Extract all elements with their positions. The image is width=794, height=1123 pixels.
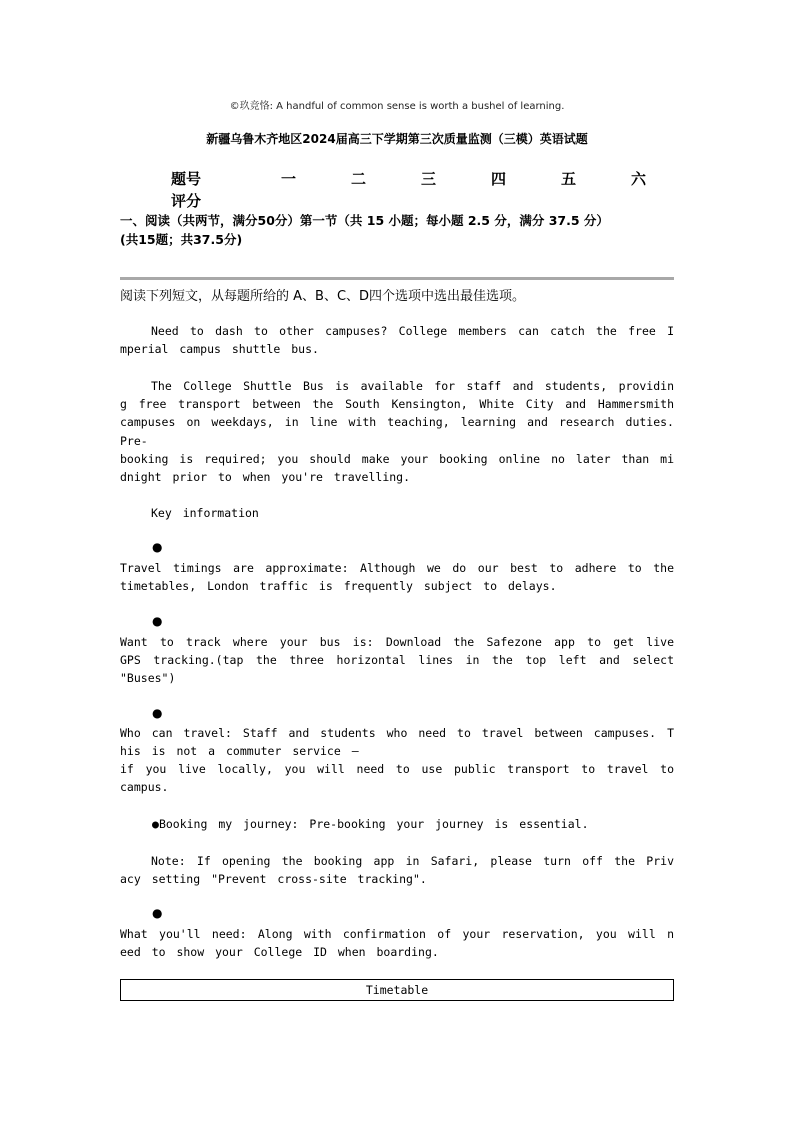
bullet-icon: ●	[152, 614, 163, 628]
key-information-heading: Key information	[151, 506, 259, 520]
score-table-score-row	[171, 190, 671, 210]
info-item-what-you-need: What you'll need: Along with confirmation of your reservation, you will need to show your College ID when boarding.	[120, 927, 674, 960]
booking-note: Note: If opening the booking app in Safari, please turn off the Privacy setting "Prevent cross-site tracking".	[120, 854, 674, 887]
section-heading	[120, 211, 680, 249]
info-item-who-can-travel-b: if you live locally, you will need to use public transport to travel to campus.	[120, 762, 674, 795]
score-table-col-1: 一	[281, 170, 297, 188]
score-table-col-2: 二	[351, 170, 367, 188]
bullet-icon: ●	[152, 817, 159, 831]
info-item-booking	[152, 815, 674, 833]
section-divider	[120, 277, 674, 280]
bullet-icon: ●	[152, 706, 163, 720]
score-table-col-5: 五	[561, 170, 577, 188]
info-item-booking-text: Booking my journey: Pre-booking your journey is essential.	[158, 817, 589, 831]
score-table-col-6: 六	[631, 170, 647, 188]
passage-paragraph-2b: booking is required; you should make your booking online no later than midnight prior to when you're travelling.	[120, 452, 674, 485]
reading-instruction: 阅读下列短文，从每题所给的 A、B、C、D四个选项中选出最佳选项。	[120, 289, 526, 304]
bullet-icon: ●	[152, 906, 163, 920]
score-table-header-row	[171, 168, 671, 188]
info-item-who-can-travel-a: Who can travel: Staff and students who need to travel between campuses. This is not a commuter service —	[120, 726, 674, 759]
timetable-header: Timetable	[120, 979, 674, 1001]
section-heading-line1: 一、阅读（共两节，满分50分）第一节（共 15 小题；每小题 2.5 分，满分 37.5 分）	[120, 213, 609, 228]
score-table-col-4: 四	[491, 170, 507, 188]
info-item-track-bus: Want to track where your bus is: Download the Safezone app to get live GPS tracking.(tap the three horizontal lines in the top left and select "Buses")	[120, 635, 674, 686]
watermark-motto: ©玖竞恪: A handful of common sense is worth a bushel of learning.	[229, 101, 565, 112]
section-heading-line2: (共15题；共37.5分)	[120, 232, 243, 247]
score-table-score-label: 评分	[171, 192, 202, 210]
score-table-col-3: 三	[421, 170, 437, 188]
info-item-travel-timings: Travel timings are approximate: Although we do our best to adhere to the timetables, London traffic is frequently subject to delays.	[120, 561, 674, 594]
passage-intro: Need to dash to other campuses? College members can catch the free Imperial campus shuttle bus.	[120, 324, 674, 357]
passage-paragraph-2a: The College Shuttle Bus is available for staff and students, providing free transport between the South Kensington, White City and Hammersmith campuses on weekdays, in line with teaching, learning and research duties. Pre-	[120, 379, 674, 448]
score-table-question-label: 题号	[171, 170, 202, 188]
exam-title: 新疆乌鲁木齐地区2024届高三下学期第三次质量监测（三模）英语试题	[206, 132, 588, 146]
bullet-icon: ●	[152, 540, 163, 554]
